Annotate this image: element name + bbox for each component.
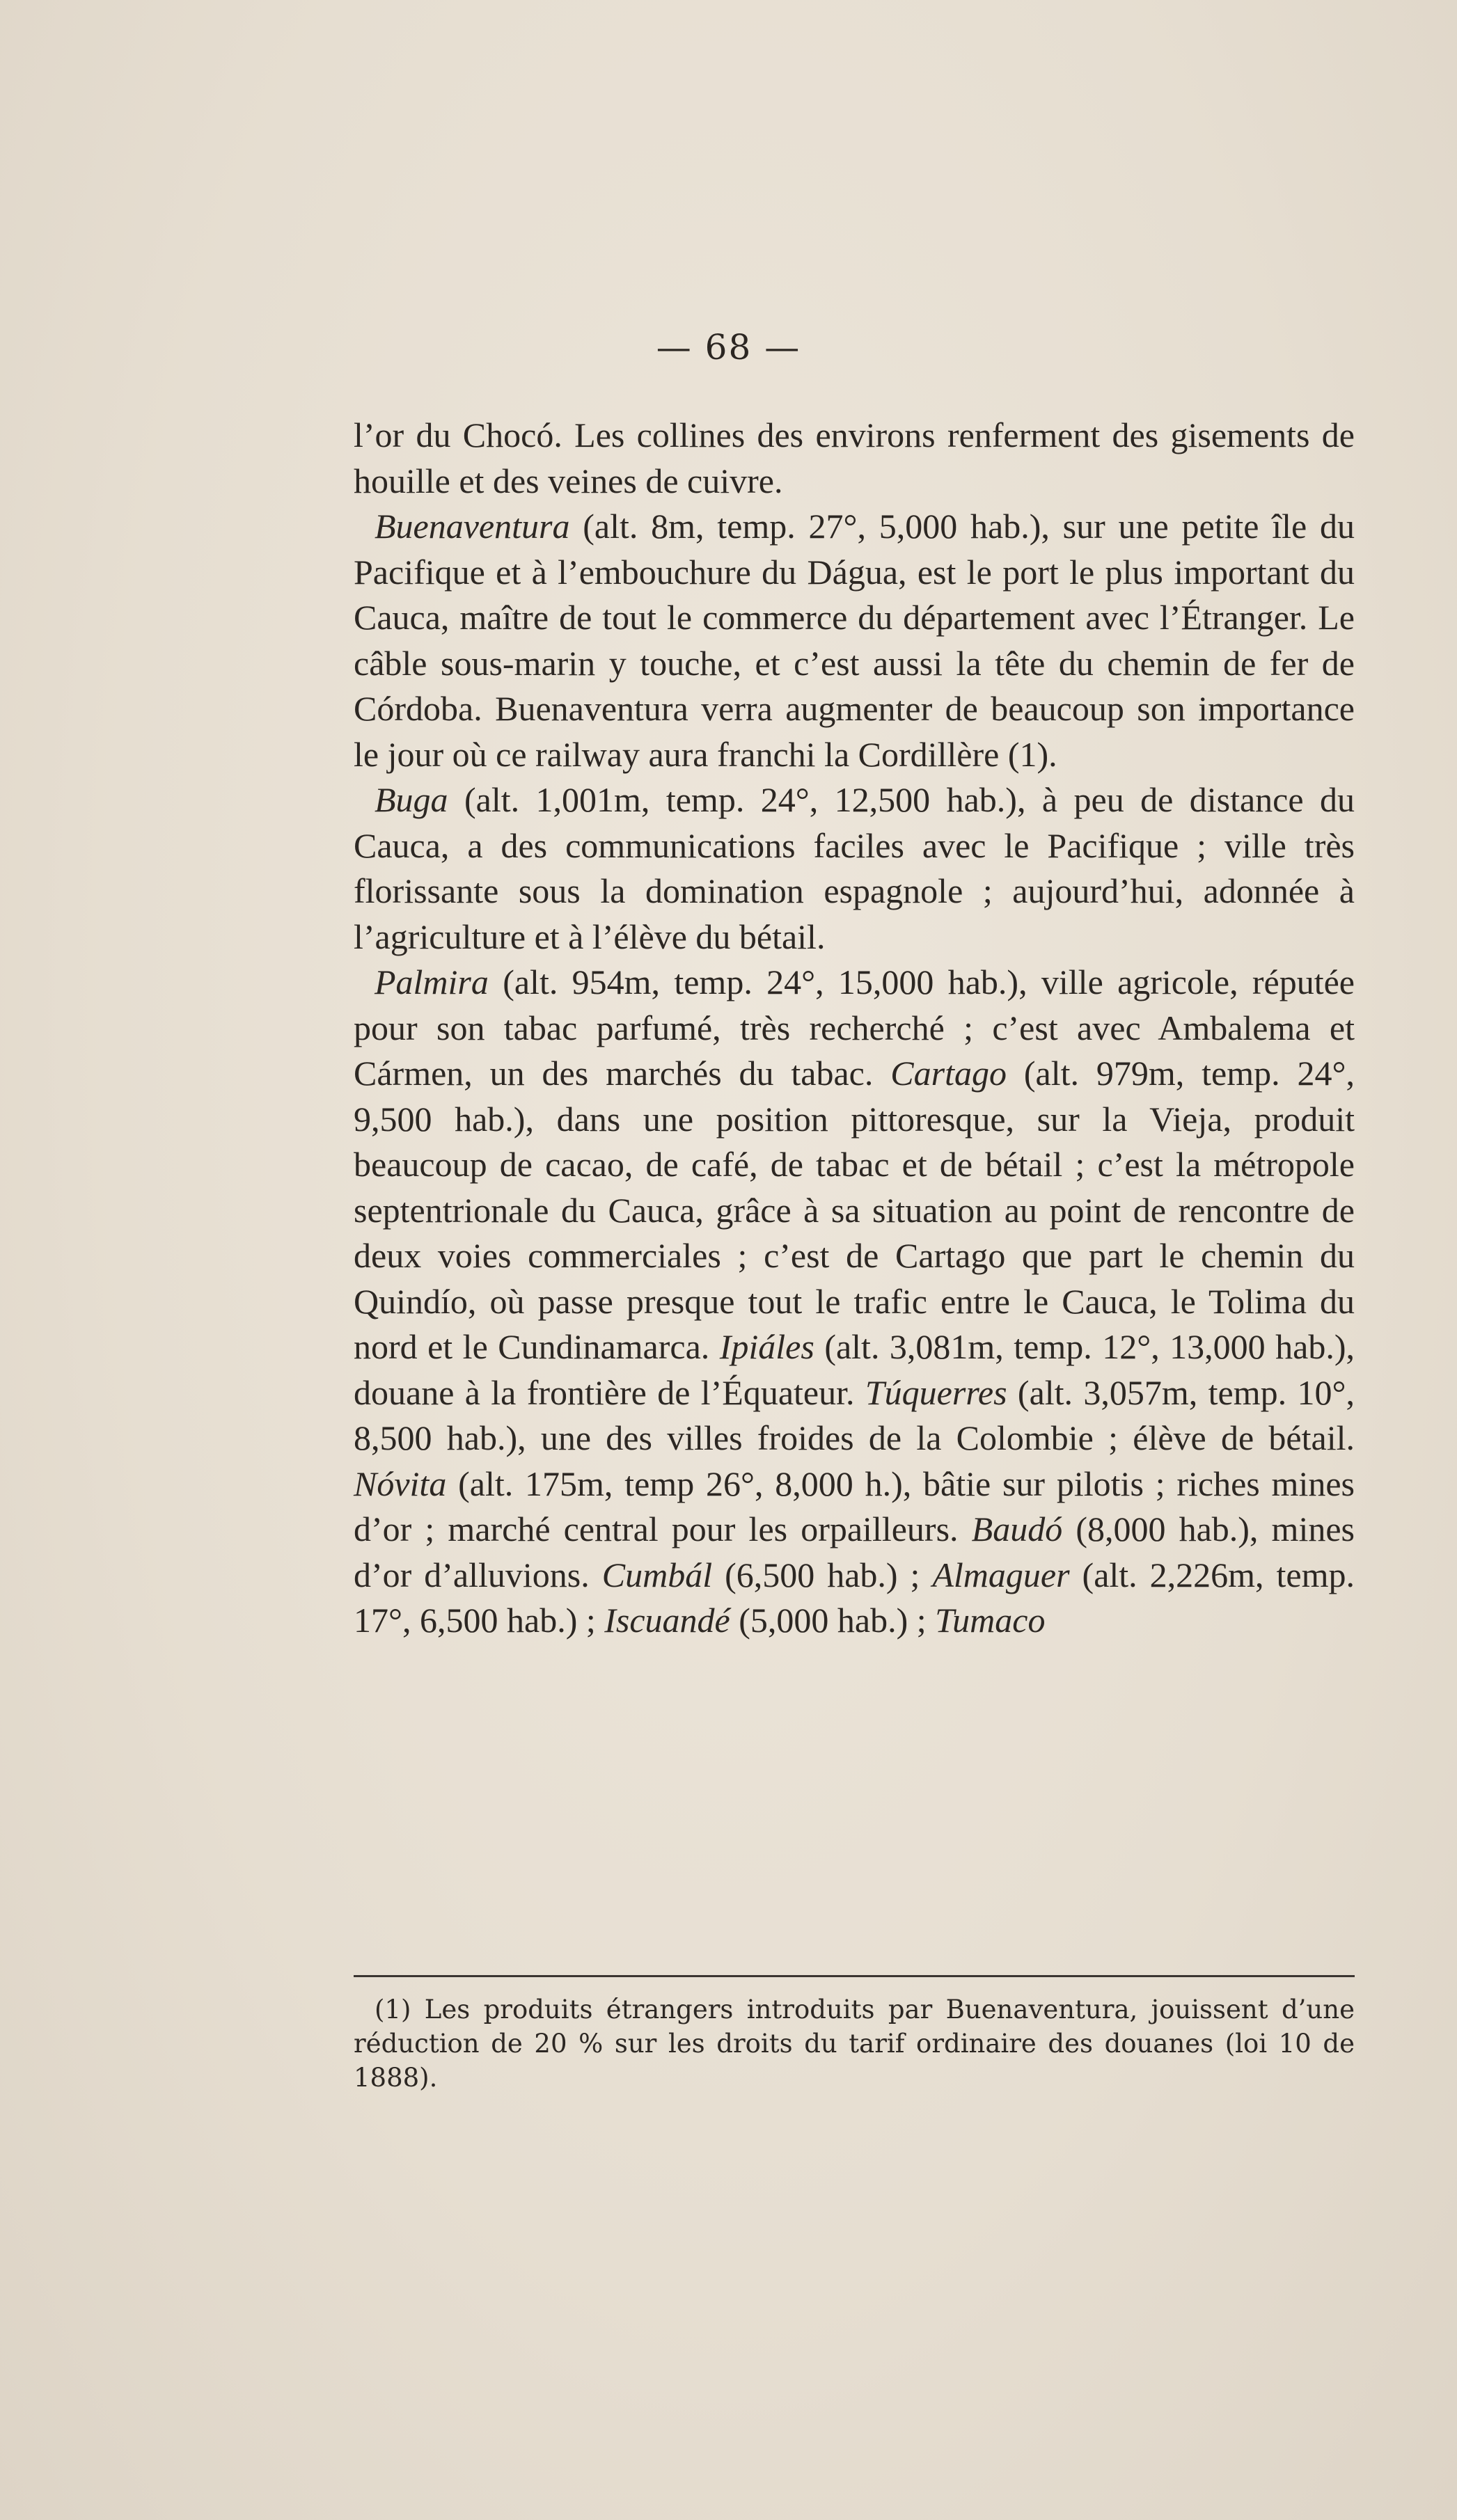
place-name-buenaventura: Buenaventura — [375, 507, 570, 546]
place-name-buga: Buga — [375, 780, 448, 819]
place-name-baudo: Baudó — [971, 1509, 1063, 1548]
place-name-cumbal: Cumbál — [601, 1555, 713, 1594]
paragraph-4-text-g: (6,500 hab.) ; — [712, 1555, 933, 1594]
place-name-iscuande: Iscuandé — [604, 1601, 730, 1640]
paragraph-4 — [354, 960, 1355, 1644]
paragraph-1: l’or du Chocó. Les collines des environs renferment des gisements de houille et des veines de cuivre. — [354, 415, 1355, 500]
paragraph-4-text-f: (8,000 hab.), mines d’or d’alluvions. — [354, 1509, 1355, 1594]
paragraph-4-text-h: (alt. 2,226m, temp. 17°, 6,500 hab.) ; — [354, 1555, 1355, 1640]
footnote-rule — [354, 1975, 1355, 1977]
place-name-tumaco: Tumaco — [935, 1601, 1046, 1640]
paragraph-4-text-i: (5,000 hab.) ; — [730, 1601, 936, 1640]
place-name-cartago: Cartago — [890, 1054, 1007, 1093]
footnote: (1) Les produits étrangers introduits par Buenaventura, jouissent d’une réduction de 20 % sur les droits du tarif ordinaire des douanes (loi 10 de 1888). — [354, 1995, 1355, 2093]
paragraph-4-text-d: (alt. 3,057m, temp. 10°, 8,500 hab.), une des villes froides de la Colombie ; élève de bétail. — [354, 1372, 1355, 1457]
body-text — [354, 413, 1355, 1644]
paragraph-2 — [354, 504, 1355, 777]
place-name-almaguer: Almaguer — [932, 1555, 1070, 1594]
paragraph-3-text: (alt. 1,001m, temp. 24°, 12,500 hab.), à peu de distance du Cauca, a des communications faciles avec le Pacifique ; ville très florissante sous la domination espagnole ; aujourd’hui, adonnée à l’agriculture et à l’élève du bétail. — [354, 780, 1355, 956]
paragraph-4-text-a: (alt. 954m, temp. 24°, 15,000 hab.), ville agricole, réputée pour son tabac parfumé, très recherché ; c’est avec Ambalema et Cármen, un des marchés du tabac. — [354, 962, 1355, 1093]
place-name-novita: Nóvita — [354, 1464, 447, 1503]
place-name-ipiales: Ipiáles — [719, 1327, 814, 1366]
paragraph-4-text-c: (alt. 3,081m, temp. 12°, 13,000 hab.), douane à la frontière de l’Équateur. — [354, 1327, 1355, 1412]
paragraph-2-text: (alt. 8m, temp. 27°, 5,000 hab.), sur une petite île du Pacifique et à l’embouchure du Dágua, est le port le plus important du Cauca, maître de tout le commerce du département avec l’Étranger. Le câble sous-marin y touche, et c’est aussi la tête du chemin de fer de Córdoba. Buenaventura verra augmenter de beaucoup son importance le jour où ce railway aura franchi la Cordillère (1). — [354, 507, 1355, 774]
paragraph-4-text-e: (alt. 175m, temp 26°, 8,000 h.), bâtie sur pilotis ; riches mines d’or ; marché central pour les orpailleurs. — [354, 1464, 1355, 1548]
place-name-tuquerres: Túquerres — [865, 1372, 1007, 1412]
paragraph-4-text-b: (alt. 979m, temp. 24°, 9,500 hab.), dans une position pittoresque, sur la Vieja, produit beaucoup de cacao, de café, de tabac et de bétail ; c’est la métropole septentrionale du Cauca, grâce à sa situation au point de rencontre de deux voies commerciales ; c’est de Cartago que part le chemin du Quindío, où passe presque tout le trafic entre le Cauca, le Tolima du nord et le Cundinamarca. — [354, 1054, 1355, 1366]
place-name-palmira: Palmira — [375, 962, 489, 1001]
page-number: — 68 — — [656, 327, 801, 367]
paragraph-3 — [354, 777, 1355, 960]
